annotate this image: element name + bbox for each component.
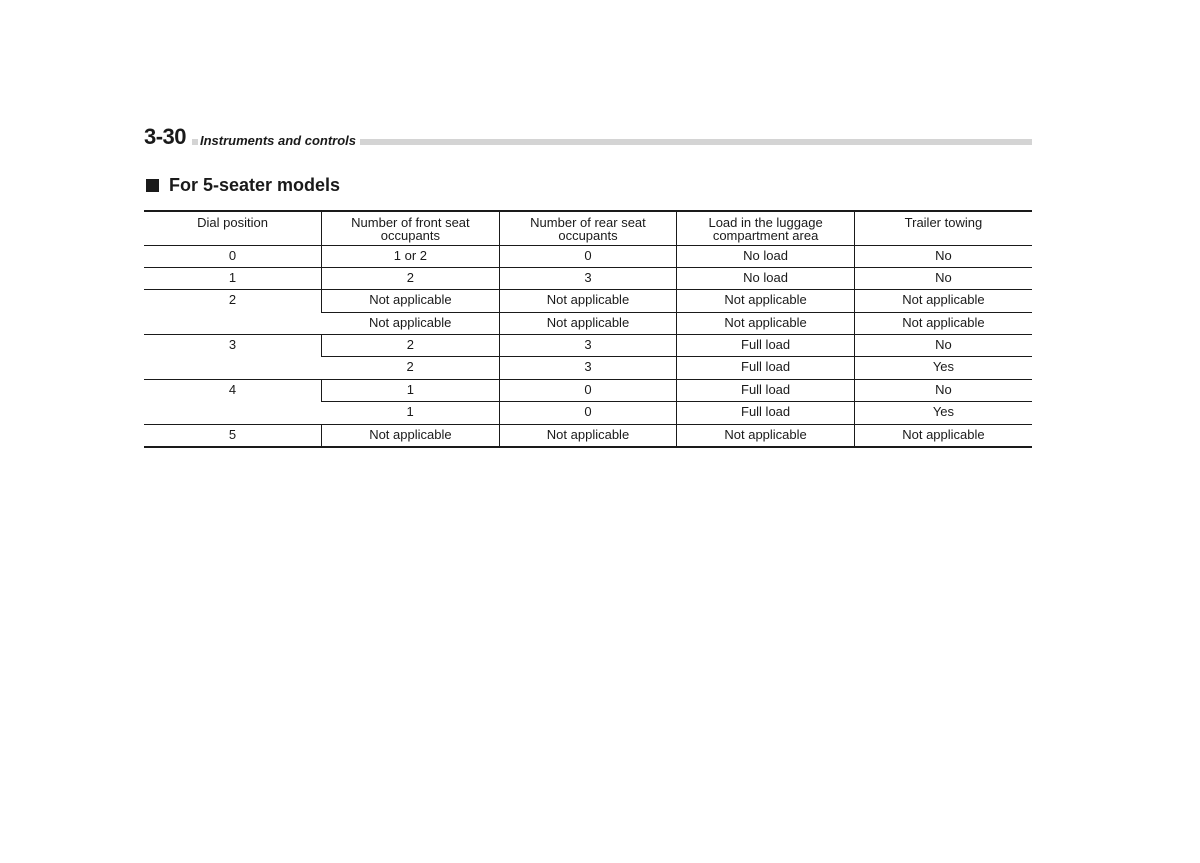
dial-position-cell: 1 (144, 267, 322, 289)
rear-occupants-cell: 0 (499, 379, 677, 401)
trailer-towing-cell: Yes (854, 402, 1032, 424)
trailer-towing-cell: Yes (854, 357, 1032, 379)
section-title (144, 174, 340, 196)
luggage-load-cell: No load (677, 267, 855, 289)
dial-position-cell: 2 (144, 290, 322, 335)
section-title-text: For 5-seater models (169, 175, 341, 195)
front-occupants-cell: 1 or 2 (322, 245, 500, 267)
page-header (144, 124, 1032, 150)
table-body (144, 245, 1032, 447)
dial-position-cell: 0 (144, 245, 322, 267)
luggage-load-cell: Full load (677, 379, 855, 401)
column-header-rear-occupants: Number of rear seat occupants (499, 211, 677, 245)
trailer-towing-cell: Not applicable (854, 290, 1032, 312)
rear-occupants-cell: 0 (499, 402, 677, 424)
front-occupants-cell: 2 (322, 335, 500, 357)
front-occupants-cell: 1 (322, 402, 500, 424)
rear-occupants-cell: 3 (499, 267, 677, 289)
trailer-towing-cell: No (854, 245, 1032, 267)
rear-occupants-cell: Not applicable (499, 290, 677, 312)
table-row (144, 245, 1032, 267)
front-occupants-cell: Not applicable (322, 424, 500, 446)
trailer-towing-cell: No (854, 379, 1032, 401)
luggage-load-cell: Not applicable (677, 424, 855, 446)
trailer-towing-cell: No (854, 267, 1032, 289)
rear-occupants-cell: Not applicable (499, 312, 677, 334)
dial-position-cell: 4 (144, 379, 322, 424)
luggage-load-cell: Not applicable (677, 312, 855, 334)
square-bullet-icon (146, 179, 159, 192)
table-header-row (144, 211, 1032, 245)
table-row (144, 335, 1032, 357)
column-header-luggage-load: Load in the luggage compartment area (677, 211, 855, 245)
rear-occupants-cell: 3 (499, 357, 677, 379)
table-row (144, 267, 1032, 289)
dial-position-cell: 5 (144, 424, 322, 446)
dial-position-cell: 3 (144, 335, 322, 380)
luggage-load-cell: No load (677, 245, 855, 267)
rear-occupants-cell: 3 (499, 335, 677, 357)
column-header-front-occupants: Number of front seat occupants (322, 211, 500, 245)
table-row (144, 424, 1032, 446)
luggage-load-cell: Not applicable (677, 290, 855, 312)
page-number: 3-30 (144, 124, 192, 150)
column-header-trailer-towing: Trailer towing (854, 211, 1032, 245)
front-occupants-cell: Not applicable (322, 290, 500, 312)
luggage-load-cell: Full load (677, 357, 855, 379)
table-row (144, 379, 1032, 401)
front-occupants-cell: Not applicable (322, 312, 500, 334)
dial-position-table (144, 210, 1032, 448)
luggage-load-cell: Full load (677, 402, 855, 424)
trailer-towing-cell: No (854, 335, 1032, 357)
rear-occupants-cell: 0 (499, 245, 677, 267)
column-header-dial-position: Dial position (144, 211, 322, 245)
table-row (144, 290, 1032, 312)
trailer-towing-cell: Not applicable (854, 312, 1032, 334)
front-occupants-cell: 2 (322, 357, 500, 379)
section-name: Instruments and controls (198, 133, 360, 149)
trailer-towing-cell: Not applicable (854, 424, 1032, 446)
luggage-load-cell: Full load (677, 335, 855, 357)
front-occupants-cell: 2 (322, 267, 500, 289)
rear-occupants-cell: Not applicable (499, 424, 677, 446)
front-occupants-cell: 1 (322, 379, 500, 401)
